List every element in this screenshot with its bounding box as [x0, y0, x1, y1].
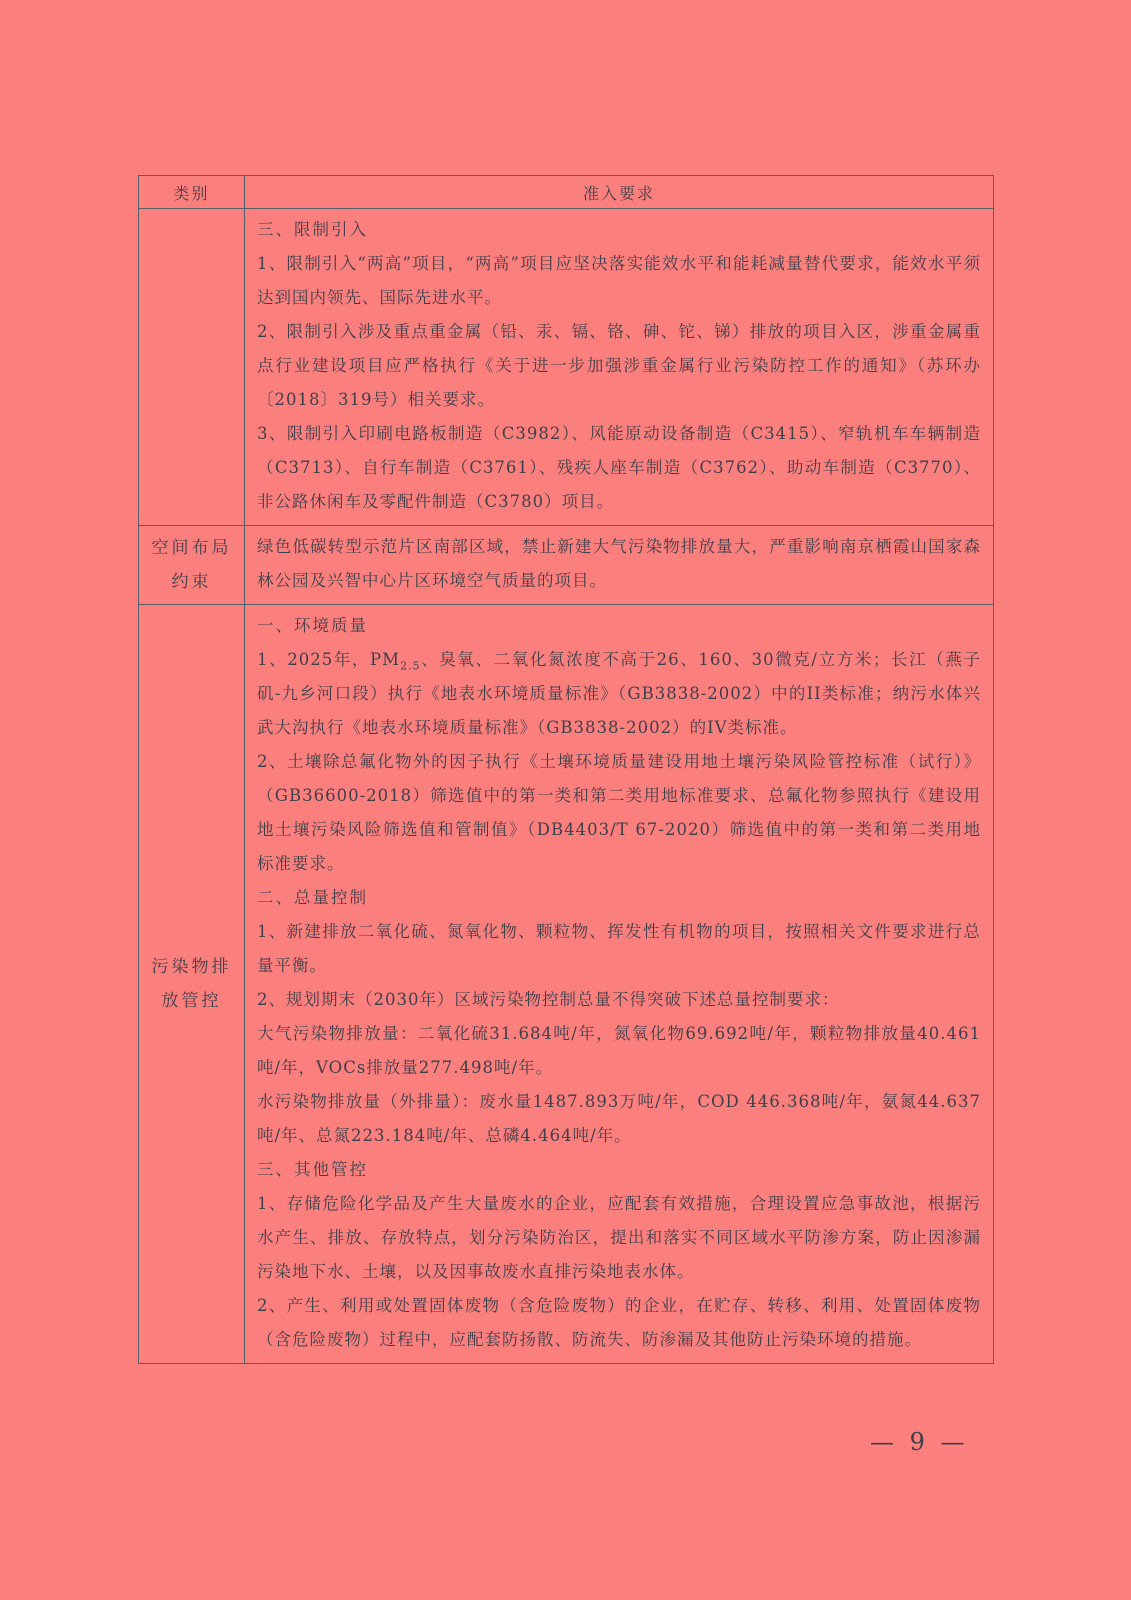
requirement-paragraph: 绿色低碳转型示范片区南部区域，禁止新建大气污染物排放量大，严重影响南京栖霞山国家森林公园及兴智中心片区环境空气质量的项目。 [257, 537, 981, 590]
requirement-paragraph: 1、限制引入“两高”项目，“两高”项目应坚决落实能效水平和能耗减量替代要求，能效水平须达到国内领先、国际先进水平。 [257, 254, 981, 307]
section-heading: 二、总量控制 [257, 888, 368, 907]
category-label-line: 约束 [171, 572, 212, 592]
requirement-cell [245, 209, 994, 526]
section-heading: 三、限制引入 [257, 220, 368, 239]
table-row [139, 526, 994, 605]
requirement-paragraph: 2、土壤除总氟化物外的因子执行《土壤环境质量建设用地土壤污染风险管控标准（试行）》（GB36600-2018）筛选值中的第一类和第二类用地标准要求、总氟化物参照执行《建设用地土壤污染风险筛选值和管制值》（DB4403/T 67-2020）筛选值中的第一类和第二类用地标准要求。 [257, 752, 981, 873]
header-requirement: 准入要求 [245, 176, 994, 209]
pm-suffix-text: 、臭氧、二氧化氮浓度不高于26、160、30微克/立方米；长江（燕子矶-九乡河口段）执行《地表水环境质量标准》（GB3838-2002）中的II类标准；纳污水体兴武大沟执行《地表水环境质量标准》（GB3838-2002）的IV类标准。 [257, 650, 981, 737]
requirement-paragraph: 1、存储危险化学品及产生大量废水的企业，应配套有效措施，合理设置应急事故池，根据污水产生、排放、存放特点，划分污染防治区，提出和落实不同区域水平防渗方案，防止因渗漏污染地下水、土壤，以及因事故废水直排污染地表水体。 [257, 1194, 981, 1281]
pm-prefix-text: 1、2025年，PM [257, 650, 401, 669]
category-cell [139, 526, 245, 605]
category-label-line: 污染物排 [151, 957, 232, 977]
requirement-paragraph: 水污染物排放量（外排量）：废水量1487.893万吨/年，COD 446.368吨/年，氨氮44.637吨/年、总氮223.184吨/年、总磷4.464吨/年。 [257, 1092, 981, 1145]
table-header-row [139, 176, 994, 209]
requirement-paragraph: 大气污染物排放量：二氧化硫31.684吨/年，氮氧化物69.692吨/年，颗粒物排放量40.461吨/年，VOCs排放量277.498吨/年。 [257, 1024, 981, 1077]
category-cell [139, 605, 245, 1364]
requirement-paragraph: 3、限制引入印刷电路板制造（C3982）、风能原动设备制造（C3415）、窄轨机车车辆制造（C3713）、自行车制造（C3761）、残疾人座车制造（C3762）、助动车制造（C3770）、非公路休闲车及零配件制造（C3780）项目。 [257, 424, 981, 511]
requirement-paragraph: 2、规划期末（2030年）区域污染物控制总量不得突破下述总量控制要求： [257, 990, 840, 1009]
header-category: 类别 [139, 176, 245, 209]
section-heading: 一、环境质量 [257, 616, 368, 635]
section-heading: 三、其他管控 [257, 1160, 368, 1179]
requirement-paragraph-pm25 [257, 643, 981, 745]
requirement-cell [245, 605, 994, 1364]
page-number: — 9 — [870, 1428, 969, 1456]
requirement-paragraph: 2、限制引入涉及重点重金属（铅、汞、镉、铬、砷、铊、锑）排放的项目入区，涉重金属重点行业建设项目应严格执行《关于进一步加强涉重金属行业污染防控工作的通知》（苏环办〔2018〕319号）相关要求。 [257, 322, 981, 409]
table-row [139, 209, 994, 526]
admission-requirements-table [138, 175, 994, 1364]
requirement-paragraph: 2、产生、利用或处置固体废物（含危险废物）的企业，在贮存、转移、利用、处置固体废物（含危险废物）过程中，应配套防扬散、防流失、防渗漏及其他防止污染环境的措施。 [257, 1296, 981, 1349]
category-label-line: 放管控 [161, 991, 222, 1011]
category-label-line: 空间布局 [151, 538, 232, 558]
table-row [139, 605, 994, 1364]
category-cell-empty [139, 209, 245, 526]
requirement-cell [245, 526, 994, 605]
requirement-paragraph: 1、新建排放二氧化硫、氮氧化物、颗粒物、挥发性有机物的项目，按照相关文件要求进行总量平衡。 [257, 922, 981, 975]
pm-subscript: 2.5 [400, 659, 421, 673]
